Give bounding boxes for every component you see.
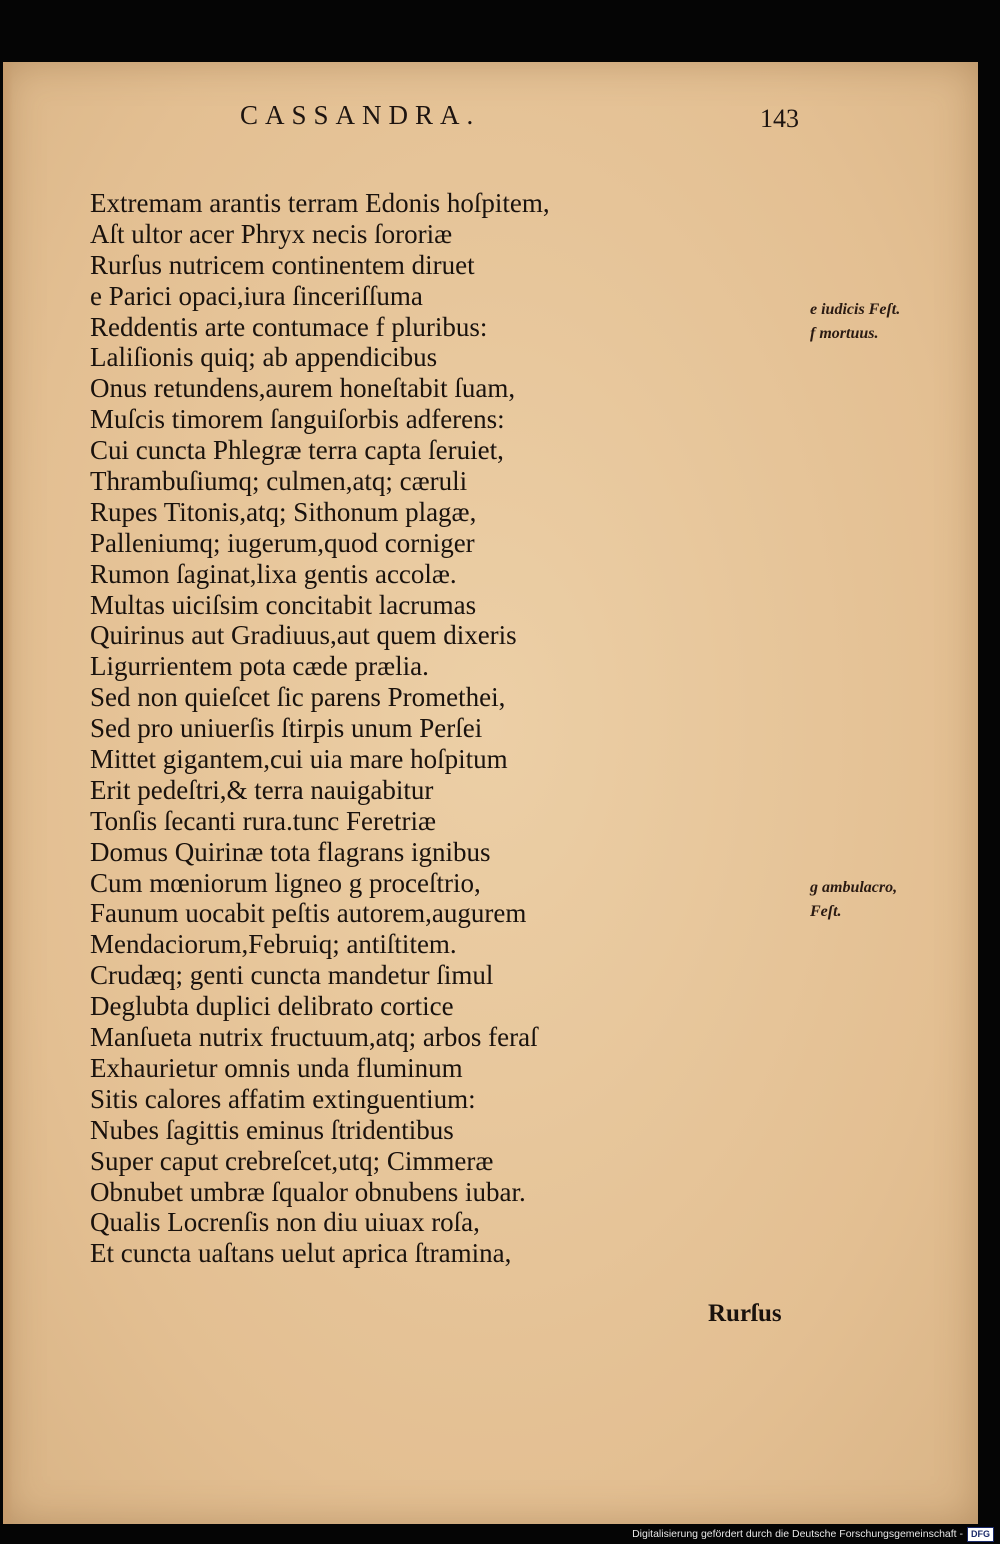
verse-line: Aſt ultor acer Phryx necis ſororiæ — [90, 218, 453, 249]
footer-credit: Digitalisierung gefördert durch die Deutsche Forschungsgemeinschaft - — [632, 1528, 963, 1540]
verse-line: Onus retundens,aurem honeſtabit ſuam, — [90, 373, 516, 404]
verse-line: Thrambuſiumq; culmen,atq; cæruli — [90, 466, 468, 497]
margin-note-line: g ambulacro, — [810, 879, 898, 896]
verse-line: Nubes ſagittis eminus ſtridentibus — [90, 1114, 454, 1145]
margin-note-line: e iudicis Feſt. — [810, 301, 901, 318]
verse-line: Ligurrientem pota cæde prælia. — [90, 651, 429, 682]
verse-line: Quirinus aut Gradiuus,aut quem dixeris — [90, 620, 517, 651]
verse-line: Rupes Titonis,atq; Sithonum plagæ, — [90, 496, 477, 527]
verse-line: Exhaurietur omnis unda fluminum — [90, 1052, 463, 1083]
verse-line: Super caput crebreſcet,utq; Cimmeræ — [90, 1145, 494, 1176]
verse-line: Deglubta duplici delibrato cortice — [90, 991, 454, 1022]
verse-line: Tonſis ſecanti rura.tunc Feretriæ — [90, 805, 437, 836]
verse-line: Erit pedeſtri,& terra nauigabitur — [90, 774, 434, 805]
verse-line: Mendaciorum,Februiq; antiſtitem. — [90, 929, 457, 960]
margin-note-1 — [810, 298, 900, 346]
verse-line: Multas uiciſsim concitabit lacrumas — [90, 589, 477, 620]
verse-line: Laliſionis quiq; ab appendicibus — [90, 342, 438, 373]
digitization-footer — [632, 1526, 994, 1542]
verse-line: Cui cuncta Phlegræ terra capta ſeruiet, — [90, 435, 504, 466]
running-head: CASSANDRA. — [240, 100, 481, 130]
verse-line: Mittet gigantem,cui uia mare hoſpitum — [90, 744, 508, 775]
verse-line: Rurſus nutricem continentem diruet — [90, 249, 475, 280]
verse-text-block — [90, 188, 650, 1269]
verse-line: Qualis Locrenſis non diu uiuax roſa, — [90, 1207, 480, 1238]
verse-line: Obnubet umbræ ſqualor obnubens iubar. — [90, 1176, 526, 1207]
page-edge-shadow — [3, 62, 13, 1524]
verse-line: Et cuncta uaſtans uelut aprica ſtramina, — [90, 1238, 512, 1269]
verse-line: Sed non quieſcet ſic parens Promethei, — [90, 682, 506, 713]
verse-line: e Parici opaci,iura ſinceriſſuma — [90, 280, 423, 311]
verse-line: Cum mœniorum ligneo g proceſtrio, — [90, 867, 481, 898]
page-header — [240, 100, 800, 136]
verse-line: Crudæq; genti cuncta mandetur ſimul — [90, 960, 494, 991]
verse-line: Domus Quirinæ tota flagrans ignibus — [90, 836, 491, 867]
catchword: Rurſus — [708, 1300, 782, 1327]
page-number: 143 — [760, 104, 799, 133]
verse-line: Manſueta nutrix fructuum,atq; arbos feraſ — [90, 1022, 538, 1053]
margin-note-2 — [810, 876, 897, 924]
verse-line: Extremam arantis terram Edonis hoſpitem, — [90, 188, 550, 218]
margin-note-line: Feſt. — [810, 903, 842, 920]
dfg-logo-icon: DFG — [967, 1527, 994, 1542]
verse-line: Palleniumq; iugerum,quod corniger — [90, 527, 475, 558]
verse-line: Faunum uocabit peſtis autorem,augurem — [90, 898, 527, 929]
verse-line: Sitis calores affatim extinguentium: — [90, 1083, 476, 1114]
verse-line: Rumon ſaginat,lixa gentis accolæ. — [90, 558, 457, 589]
margin-note-line: f mortuus. — [810, 325, 879, 342]
verse-line: Reddentis arte contumace f pluribus: — [90, 311, 488, 342]
verse-line: Sed pro uniuerſis ſtirpis unum Perſei — [90, 713, 483, 744]
verse-line: Muſcis timorem ſanguiſorbis adferens: — [90, 404, 505, 435]
